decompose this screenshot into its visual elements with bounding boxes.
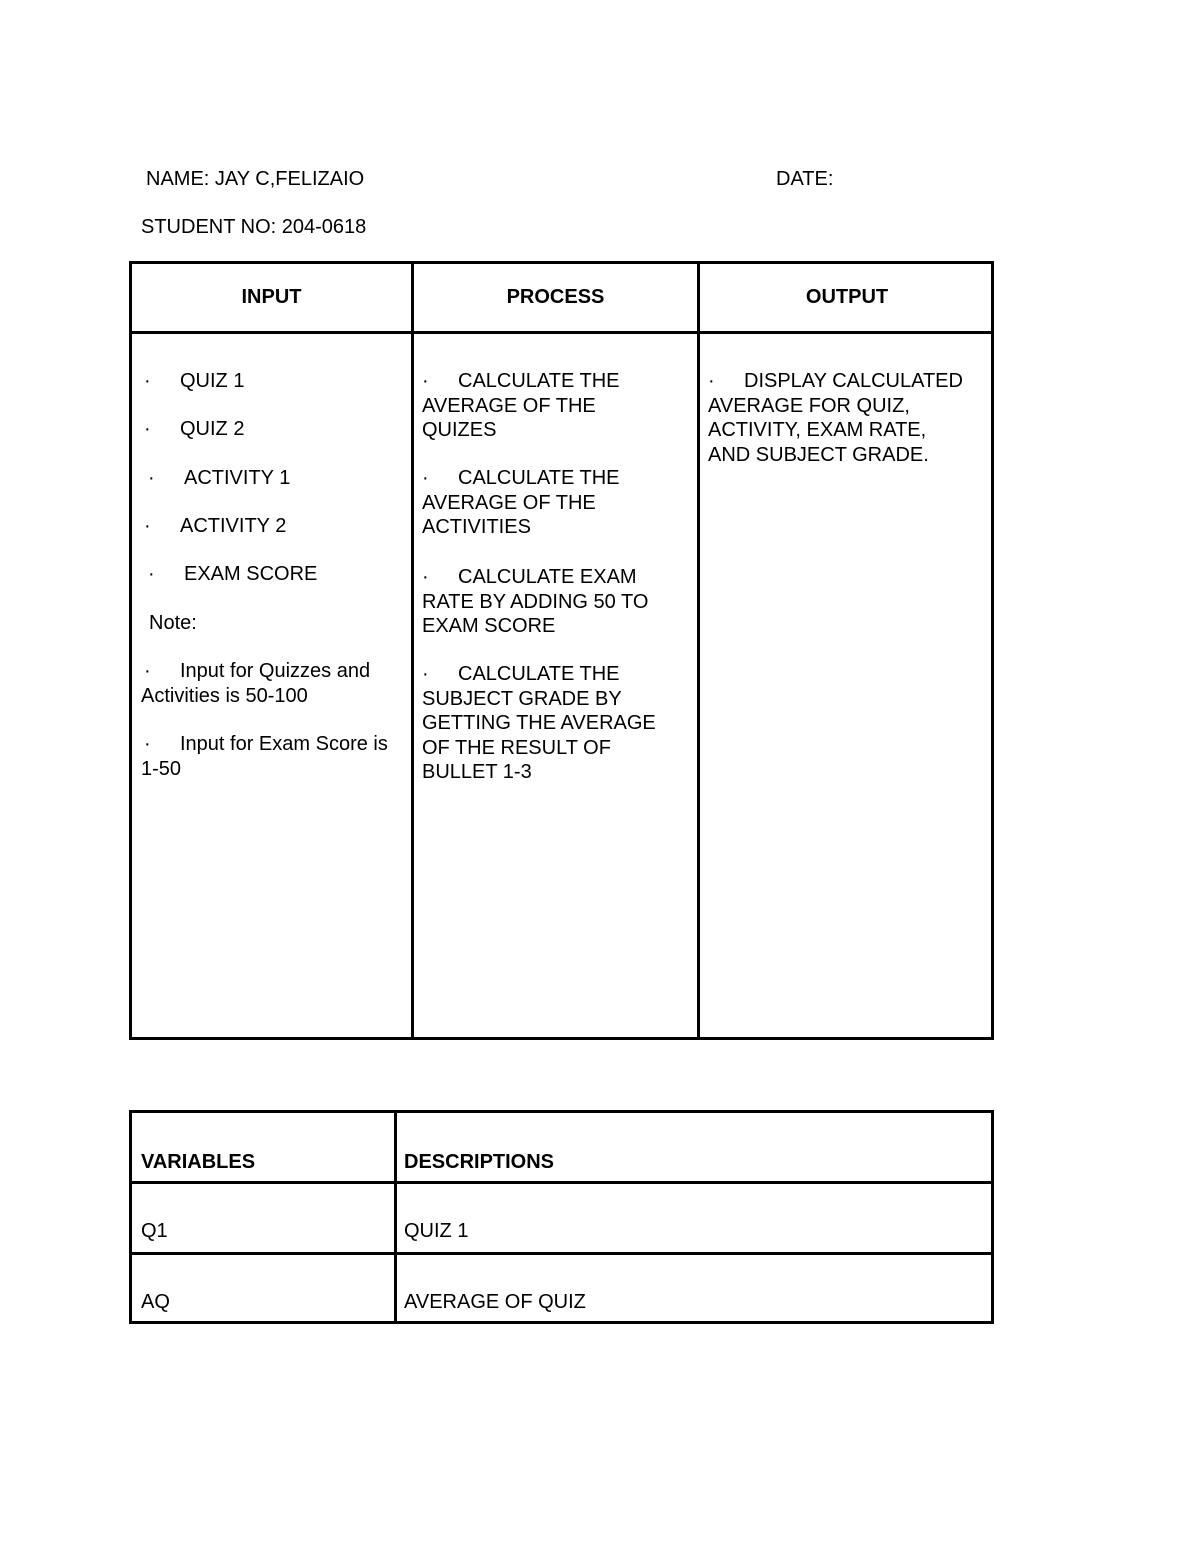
bullet-icon: · [148, 563, 155, 585]
list-item [708, 369, 963, 467]
process-text: CALCULATE THE [458, 663, 620, 685]
table-divider [394, 1113, 397, 1321]
process-text: CALCULATE EXAM [458, 566, 637, 588]
variables-header: VARIABLES [141, 1151, 256, 1173]
bullet-icon: · [144, 660, 151, 682]
table-divider [132, 331, 991, 334]
date-label: DATE: [776, 168, 834, 190]
list-item [422, 369, 620, 443]
process-text: OF THE RESULT OF [422, 736, 611, 759]
variable-cell: Q1 [141, 1220, 168, 1242]
output-text: ACTIVITY, EXAM RATE, [708, 419, 927, 441]
input-item-label: ACTIVITY 2 [180, 515, 287, 537]
list-item [144, 369, 244, 394]
bullet-icon: · [148, 467, 155, 489]
process-text: BULLET 1-3 [422, 761, 532, 783]
list-item [148, 562, 317, 587]
list-item [148, 466, 290, 491]
variables-table [129, 1110, 994, 1324]
bullet-icon: · [422, 663, 429, 685]
output-text: AVERAGE FOR QUIZ, [708, 394, 910, 417]
list-item [144, 514, 286, 539]
process-text: SUBJECT GRADE BY [422, 687, 622, 710]
process-text: RATE BY ADDING 50 TO [422, 590, 649, 613]
list-item [144, 417, 244, 442]
note-text: 1-50 [141, 757, 182, 780]
note-text: Input for Exam Score is [180, 733, 388, 755]
descriptions-header: DESCRIPTIONS [404, 1151, 555, 1173]
list-item [422, 466, 620, 540]
bullet-icon: · [422, 467, 429, 489]
list-item [422, 662, 656, 785]
process-text: AVERAGE OF THE [422, 394, 596, 417]
student-number: STUDENT NO: 204-0618 [141, 216, 367, 238]
process-text: AVERAGE OF THE [422, 491, 596, 514]
list-item [422, 565, 648, 639]
student-name: NAME: JAY C,FELIZAIO [146, 168, 365, 190]
table-divider [132, 1181, 991, 1184]
process-text: GETTING THE AVERAGE [422, 712, 656, 734]
process-text: CALCULATE THE [458, 467, 620, 489]
bullet-icon: · [144, 733, 151, 755]
bullet-icon: · [144, 515, 151, 537]
variable-cell: AQ [141, 1291, 170, 1313]
description-cell: QUIZ 1 [404, 1220, 469, 1242]
input-header: INPUT [241, 286, 302, 308]
process-text: CALCULATE THE [458, 370, 620, 392]
table-divider [697, 264, 700, 1037]
process-text: EXAM SCORE [422, 615, 556, 637]
output-text: DISPLAY CALCULATED [744, 370, 963, 392]
bullet-icon: · [422, 370, 429, 392]
input-item-label: QUIZ 2 [180, 418, 245, 440]
output-text: AND SUBJECT GRADE. [708, 443, 929, 466]
input-item-label: EXAM SCORE [184, 563, 318, 585]
output-header: OUTPUT [805, 286, 889, 308]
input-item-label: ACTIVITY 1 [184, 467, 291, 489]
description-cell: AVERAGE OF QUIZ [404, 1291, 586, 1313]
bullet-icon: · [708, 370, 715, 392]
process-text: QUIZES [422, 419, 497, 441]
list-item [141, 732, 388, 781]
process-header: PROCESS [506, 286, 605, 308]
note-text: Input for Quizzes and [180, 660, 371, 682]
bullet-icon: · [144, 370, 151, 392]
table-divider [132, 1252, 991, 1255]
list-item [141, 659, 371, 708]
bullet-icon: · [422, 566, 429, 588]
process-text: ACTIVITIES [422, 516, 531, 538]
input-item-label: QUIZ 1 [180, 370, 245, 392]
table-divider [411, 264, 414, 1037]
ipo-table [129, 261, 994, 1040]
note-label: Note: [149, 612, 197, 634]
note-text: Activities is 50-100 [141, 684, 308, 707]
bullet-icon: · [144, 418, 151, 440]
